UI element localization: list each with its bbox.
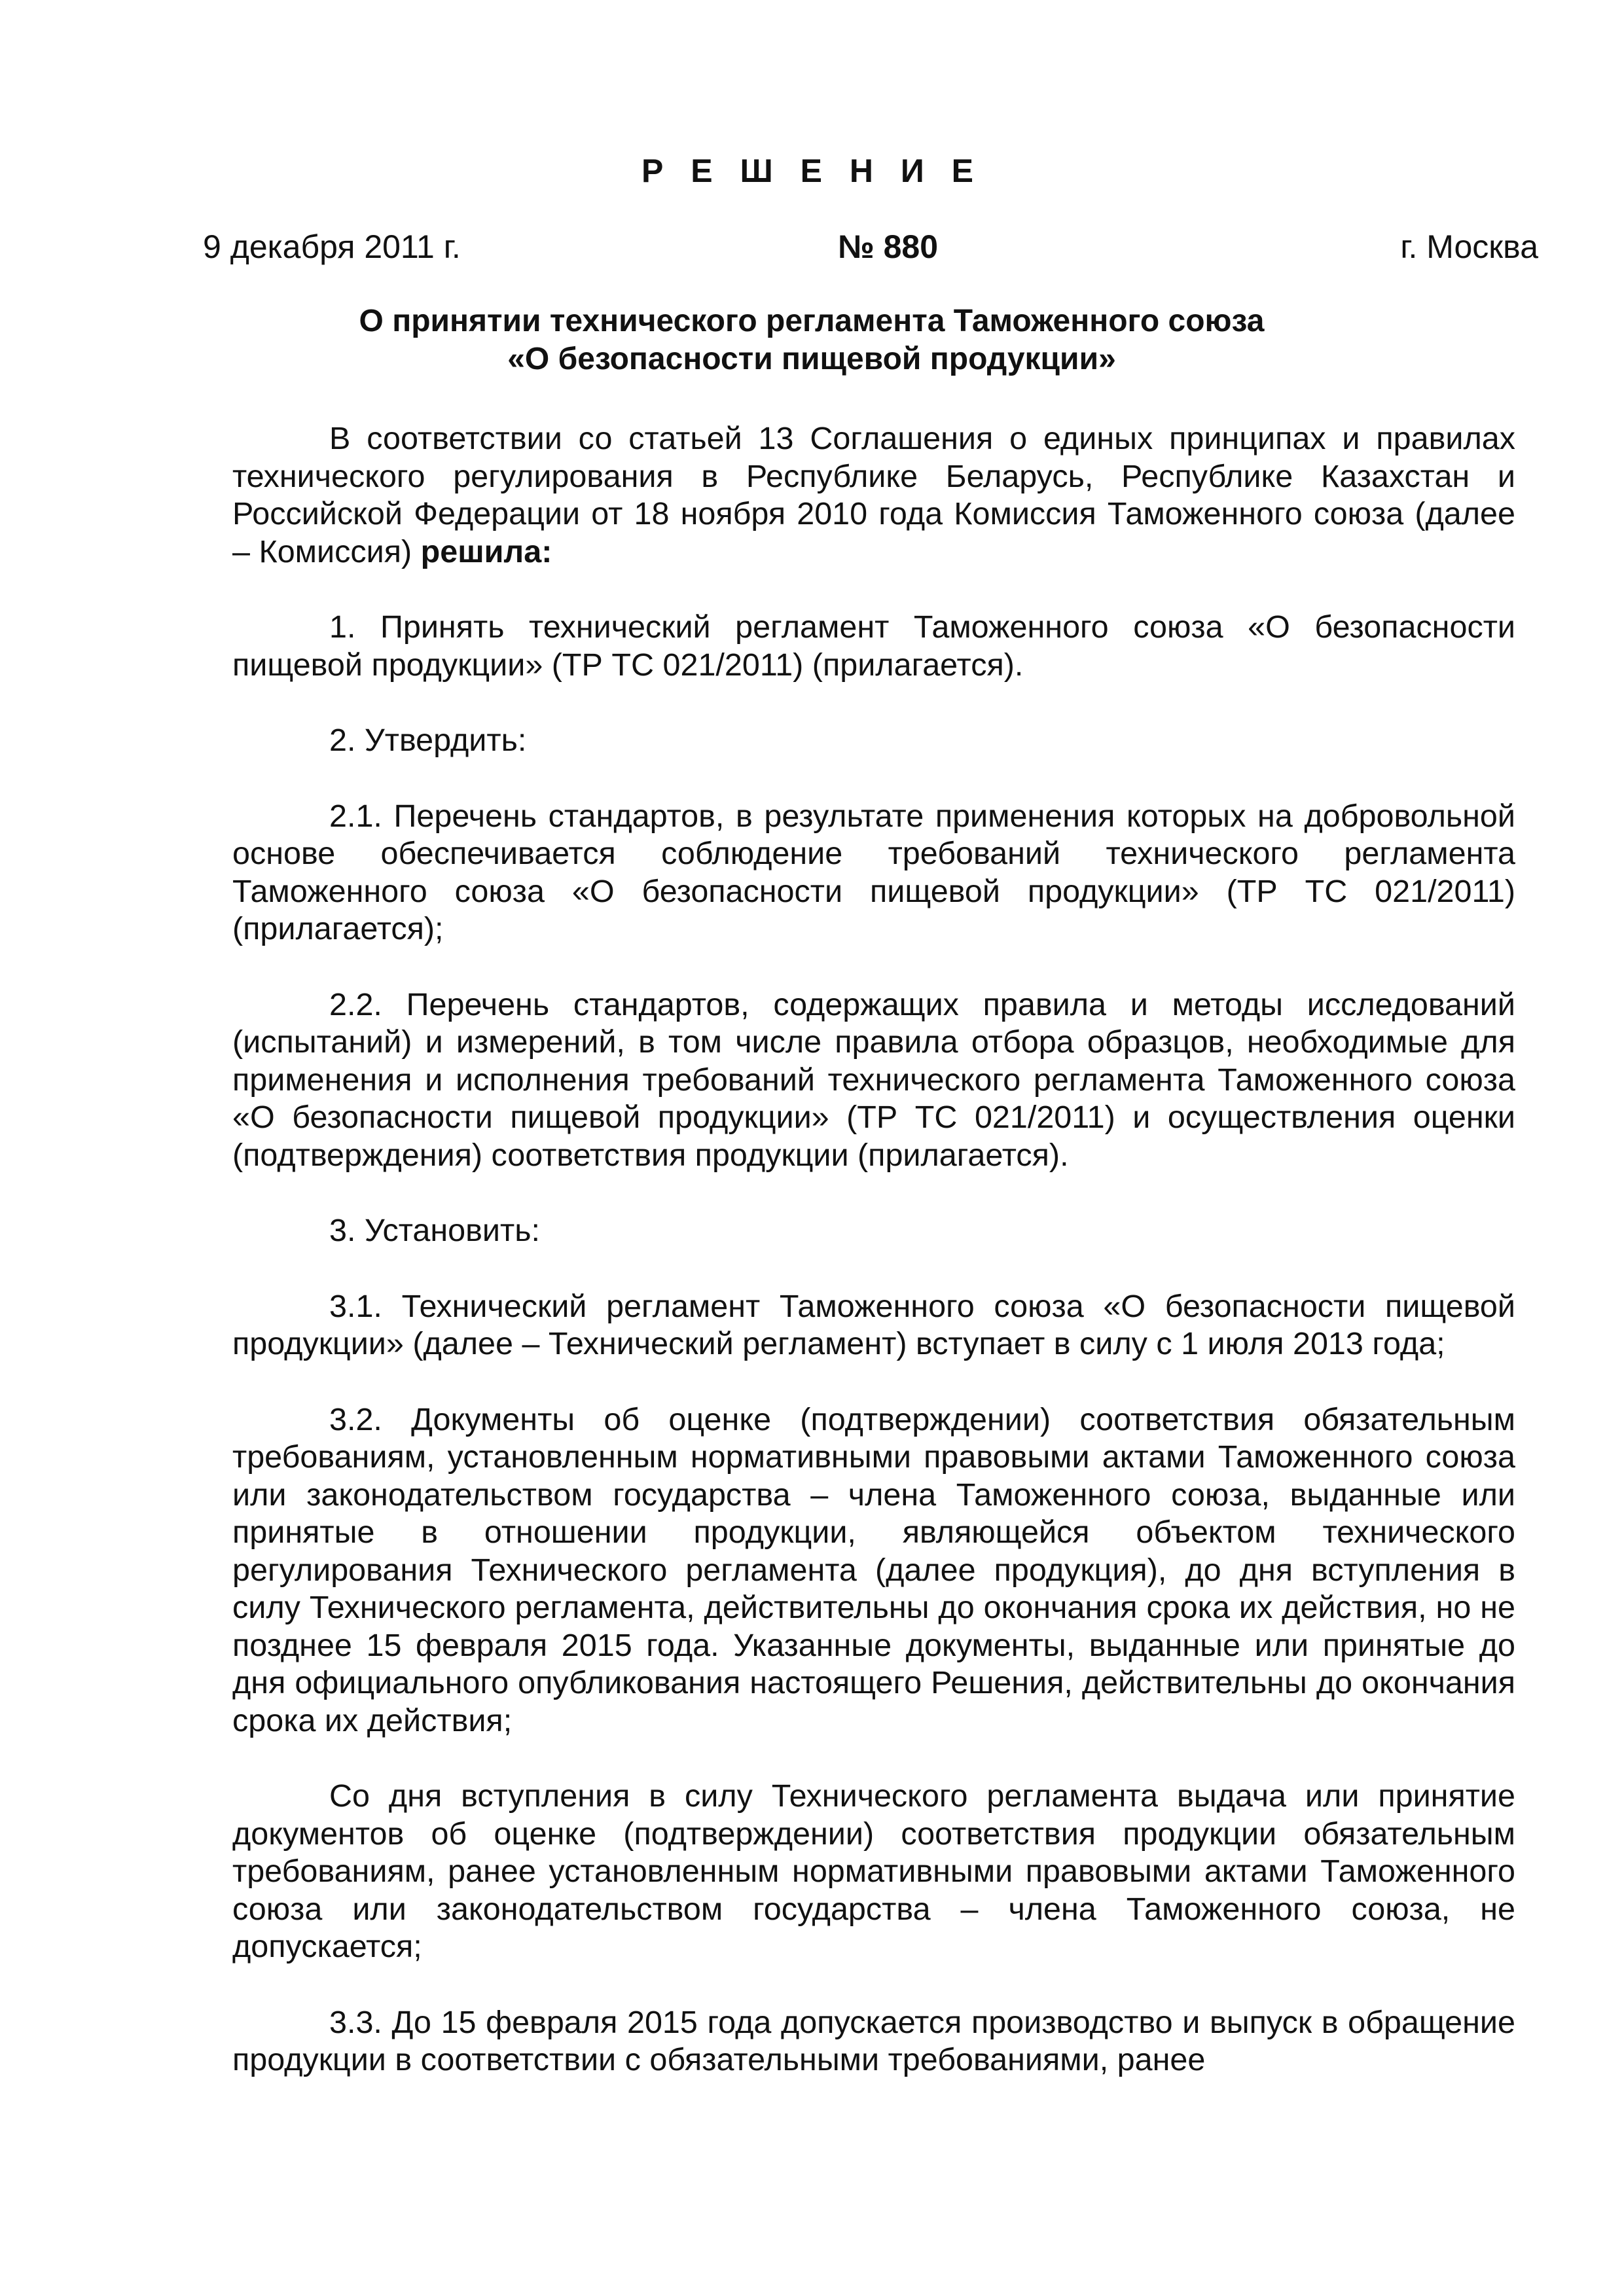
paragraph-2-1: 2.1. Перечень стандартов, в результате применения которых на добровольной основе обеспечивается соблюдение требований технического регламента Таможенного союза «О безопасности пищевой продукции» (ТР ТС 021/2011) (прилагается);	[232, 798, 1515, 946]
paragraph-3-3: 3.3. До 15 февраля 2015 года допускается производство и выпуск в обращение продукции в соответствии с обязательными требованиями, ранее	[232, 2004, 1515, 2077]
paragraph-2: 2. Утвердить:	[329, 723, 527, 758]
paragraph-3-2-continued: Со дня вступления в силу Технического регламента выдача или принятие документов об оценке (подтверждении) соответствия продукции обязательным требованиям, ранее установленным нормативными правовыми актами Таможенного союза или законодательством государства – члена Таможенного союза, не допускается;	[232, 1778, 1515, 1964]
preamble-decided: решила:	[420, 533, 552, 569]
paragraph-2-2: 2.2. Перечень стандартов, содержащих правила и методы исследований (испытаний) и измерений, в том числе правила отбора образцов, необходимые для применения и исполнения требований технического регламента Таможенного союза «О безопасности пищевой продукции» (ТР ТС 021/2011) и осуществления оценки (подтверждения) соответствия продукции (прилагается).	[232, 986, 1515, 1173]
document-body	[232, 420, 1515, 2079]
preamble-text: В соответствии со статьей 13 Соглашения о единых принципах и правилах технического регулирования в Республике Беларусь, Республике Казахстан и Российской Федерации от 18 ноября 2010 года Комиссия Таможенного союза (далее – Комиссия)	[232, 421, 1515, 569]
document-date: 9 декабря 2011 г.	[203, 228, 461, 265]
paragraph-3-1: 3.1. Технический регламент Таможенного союза «О безопасности пищевой продукции» (далее – Технический регламент) вступает в силу с 1 июля 2013 года;	[232, 1288, 1515, 1361]
paragraph-preamble	[232, 420, 1515, 571]
document-header-row	[203, 228, 1538, 274]
document-subject	[196, 302, 1427, 378]
paragraph-3: 3. Установить:	[329, 1213, 540, 1248]
document-number: № 880	[838, 228, 939, 265]
document-city: г. Москва	[1400, 228, 1538, 265]
document-title: Р Е Ш Е Н И Е	[641, 152, 983, 189]
subject-line-1: О принятии технического регламента Таможенного союза	[359, 304, 1265, 338]
paragraph-3-2: 3.2. Документы об оценке (подтверждении) соответствия обязательным требованиям, установленным нормативными правовыми актами Таможенного союза или законодательством государства – члена Таможенного союза, выданные или принятые в отношении продукции, являющейся объектом технического регулирования Технического регламента (далее продукция), до дня вступления в силу Технического регламента, действительны до окончания срока их действия, но не позднее 15 февраля 2015 года. Указанные документы, выданные или принятые до дня официального опубликования настоящего Решения, действительны до окончания срока их действия;	[232, 1401, 1515, 1738]
subject-line-2: «О безопасности пищевой продукции»	[507, 342, 1116, 376]
paragraph-1: 1. Принять технический регламент Таможенного союза «О безопасности пищевой продукции» (ТР ТС 021/2011) (прилагается).	[232, 609, 1515, 683]
